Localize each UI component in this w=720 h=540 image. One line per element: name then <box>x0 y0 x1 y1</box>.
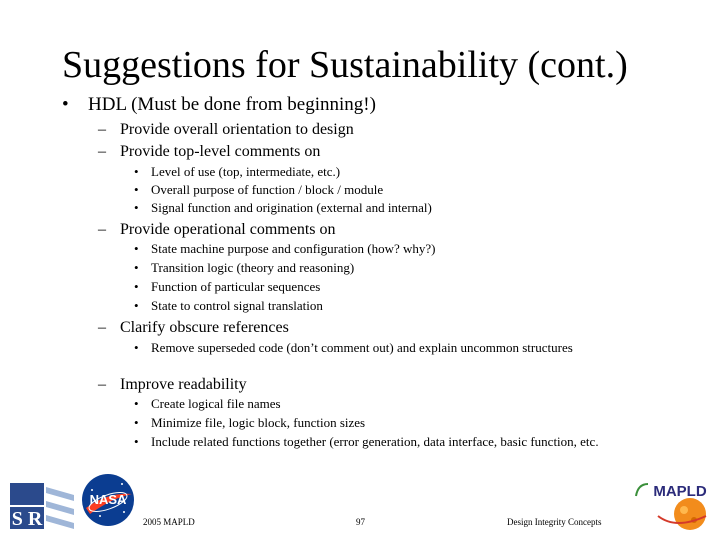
detail-item <box>134 415 654 431</box>
bullet-dot: • <box>62 94 69 115</box>
detail-item <box>134 182 654 198</box>
dash: – <box>98 121 106 138</box>
sub-bullet-text: Provide top-level comments on <box>120 143 321 160</box>
detail-text: Remove superseded code (don’t comment out) and explain uncommon structures <box>151 340 573 355</box>
detail-text: State to control signal translation <box>151 298 323 313</box>
detail-item <box>134 200 654 216</box>
sub-bullet-text: Provide overall orientation to design <box>120 121 354 138</box>
detail-text: Include related functions together (error generation, data interface, basic function, etc. <box>151 434 599 449</box>
detail-text: Signal function and origination (external and internal) <box>151 200 432 215</box>
detail-text: Function of particular sequences <box>151 279 321 294</box>
sr-logo-text: S R <box>11 508 43 530</box>
bullet-main-text: HDL (Must be done from beginning!) <box>88 94 376 115</box>
footer-page-number: 97 <box>356 517 365 527</box>
detail-dot: • <box>134 279 139 294</box>
detail-text: Create logical file names <box>151 396 281 411</box>
detail-item <box>134 279 654 295</box>
nasa-logo-text: NASA <box>89 492 127 507</box>
detail-item <box>134 298 654 314</box>
detail-text: Minimize file, logic block, function sizes <box>151 415 366 430</box>
detail-dot: • <box>134 340 139 355</box>
detail-text: State machine purpose and configuration (how? why?) <box>151 241 436 256</box>
detail-dot: • <box>134 241 139 256</box>
detail-dot: • <box>134 260 139 275</box>
dash: – <box>98 376 106 393</box>
detail-text: Overall purpose of function / block / module <box>151 182 384 197</box>
detail-item <box>134 396 654 412</box>
detail-item <box>134 164 654 180</box>
detail-item <box>134 340 614 356</box>
mapld-logo-text: MAPLD <box>653 483 707 500</box>
detail-item <box>134 241 654 257</box>
dash: – <box>98 319 106 336</box>
dash: – <box>98 143 106 160</box>
detail-item <box>134 260 654 276</box>
detail-dot: • <box>134 434 139 449</box>
sub-bullet-text: Provide operational comments on <box>120 221 336 238</box>
sub-bullet-text: Improve readability <box>120 376 247 393</box>
detail-dot: • <box>134 415 139 430</box>
detail-text: Transition logic (theory and reasoning) <box>151 260 355 275</box>
detail-dot: • <box>134 200 139 215</box>
sr-logo <box>8 481 76 531</box>
footer-left: 2005 MAPLD <box>143 517 195 527</box>
mapld-logo <box>628 472 714 534</box>
detail-dot: • <box>134 182 139 197</box>
detail-text: Level of use (top, intermediate, etc.) <box>151 164 341 179</box>
detail-dot: • <box>134 298 139 313</box>
detail-dot: • <box>134 396 139 411</box>
slide-title: Suggestions for Sustainability (cont.) <box>62 44 628 86</box>
nasa-logo <box>80 472 136 528</box>
detail-dot: • <box>134 164 139 179</box>
detail-item <box>134 434 634 450</box>
sub-bullet-text: Clarify obscure references <box>120 319 289 336</box>
footer-right: Design Integrity Concepts <box>507 517 602 527</box>
dash: – <box>98 221 106 238</box>
